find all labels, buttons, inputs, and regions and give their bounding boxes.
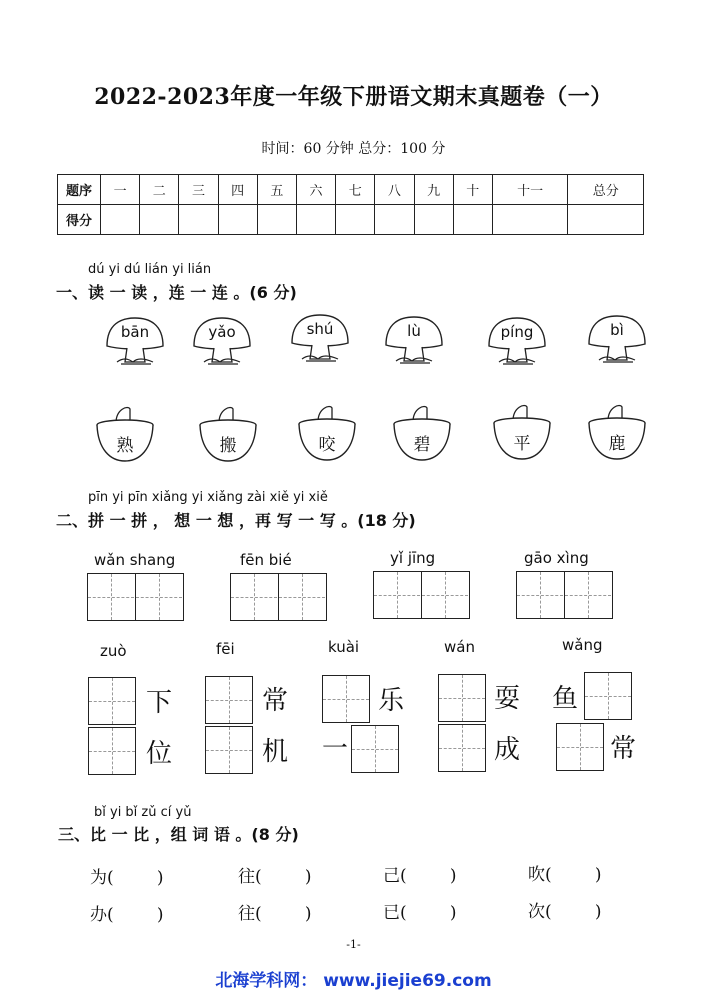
- given-char: 乐: [378, 686, 405, 716]
- section3-pinyin: bǐ yi bǐ zǔ cí yǔ: [94, 805, 192, 820]
- score-header-row: [58, 175, 644, 205]
- bowl-card[interactable]: [586, 403, 648, 465]
- word-pinyin: gāo xìng: [524, 549, 589, 567]
- given-char: 成: [494, 735, 521, 765]
- col-label: 二: [140, 175, 179, 205]
- writing-grid[interactable]: [87, 573, 184, 621]
- given-char: 机: [262, 737, 289, 767]
- given-char: 常: [610, 734, 637, 764]
- writing-box[interactable]: [322, 675, 370, 723]
- writing-box[interactable]: [351, 725, 399, 773]
- row-pinyin: kuài: [328, 638, 360, 656]
- bowl-card[interactable]: [296, 404, 358, 466]
- given-char: 鱼: [552, 684, 579, 714]
- mushroom-pinyin: píng: [500, 323, 534, 341]
- mushroom-pinyin: bì: [610, 321, 624, 339]
- given-char: 耍: [494, 684, 521, 714]
- word-pinyin: wǎn shang: [94, 551, 176, 569]
- mushroom-pinyin: bān: [120, 323, 150, 341]
- col-label: 九: [414, 175, 453, 205]
- writing-grid[interactable]: [373, 571, 470, 619]
- mushroom-card[interactable]: [585, 314, 649, 368]
- score-cell[interactable]: [414, 205, 453, 235]
- bowl-card[interactable]: [491, 403, 553, 465]
- mushroom-pinyin: shú: [306, 320, 334, 338]
- mushroom-pinyin: yǎo: [208, 323, 236, 341]
- col-label: 四: [218, 175, 257, 205]
- mushroom-pinyin: lù: [407, 322, 421, 340]
- bowl-char: 搬: [219, 436, 237, 456]
- bowl-char: 咬: [318, 435, 336, 455]
- col-label: 七: [336, 175, 375, 205]
- col-label: 十一: [492, 175, 568, 205]
- score-cell[interactable]: [218, 205, 257, 235]
- section3-heading: 三、比 一 比 ，组 词 语 。(8 分): [58, 825, 299, 844]
- section1-heading: 一、读 一 读 ，连 一 连 。(6 分): [56, 283, 297, 302]
- word-blank[interactable]: 往( ): [238, 904, 312, 924]
- page-title: 2022-2023年度一年级下册语文期末真题卷（一）: [94, 84, 613, 110]
- writing-grid[interactable]: [230, 573, 327, 621]
- col-label: 一: [101, 175, 140, 205]
- score-table: [57, 174, 644, 235]
- word-blank[interactable]: 己( ): [383, 866, 457, 886]
- col-label: 五: [257, 175, 296, 205]
- row-label: 题序: [58, 175, 101, 205]
- score-cell[interactable]: [179, 205, 218, 235]
- bowl-card[interactable]: [197, 405, 259, 467]
- word-blank[interactable]: 吹( ): [528, 865, 602, 885]
- section1-pinyin: dú yi dú lián yi lián: [88, 262, 212, 277]
- score-cell[interactable]: [336, 205, 375, 235]
- row-pinyin: wǎng: [562, 636, 603, 654]
- given-char: 一: [322, 734, 349, 764]
- col-label: 三: [179, 175, 218, 205]
- score-cell[interactable]: [257, 205, 296, 235]
- writing-box[interactable]: [584, 672, 632, 720]
- mushroom-card[interactable]: [190, 316, 254, 370]
- word-blank[interactable]: 次( ): [528, 902, 602, 922]
- writing-box[interactable]: [205, 726, 253, 774]
- col-label: 八: [375, 175, 414, 205]
- word-pinyin: fēn bié: [240, 551, 292, 569]
- bowl-char: 碧: [413, 435, 431, 455]
- given-char: 常: [262, 686, 289, 716]
- bowl-char: 熟: [116, 436, 134, 456]
- writing-box[interactable]: [438, 724, 486, 772]
- row-pinyin: wán: [444, 638, 475, 656]
- bowl-card[interactable]: [94, 405, 156, 467]
- word-blank[interactable]: 已( ): [383, 903, 457, 923]
- mushroom-card[interactable]: [382, 315, 446, 369]
- given-char: 位: [146, 739, 173, 769]
- score-cell[interactable]: [492, 205, 568, 235]
- score-cell[interactable]: [140, 205, 179, 235]
- score-cell[interactable]: [296, 205, 335, 235]
- mushroom-card[interactable]: [485, 316, 549, 370]
- score-cell[interactable]: [101, 205, 140, 235]
- given-char: 下: [146, 688, 173, 718]
- writing-box[interactable]: [556, 723, 604, 771]
- bowl-char: 鹿: [608, 434, 626, 454]
- row-pinyin: fēi: [216, 640, 235, 658]
- col-label: 六: [296, 175, 335, 205]
- score-value-row: [58, 205, 644, 235]
- bowl-char: 平: [513, 434, 531, 454]
- section2-pinyin: pīn yi pīn xiǎng yi xiǎng zài xiě yi xiě: [88, 490, 328, 505]
- exam-info: 时间：60 分钟 总分：100 分: [261, 141, 446, 157]
- page-number: -1-: [346, 938, 361, 951]
- col-label: 十: [453, 175, 492, 205]
- word-blank[interactable]: 为( ): [90, 868, 164, 888]
- writing-box[interactable]: [438, 674, 486, 722]
- word-blank[interactable]: 办( ): [90, 905, 164, 925]
- mushroom-card[interactable]: [103, 316, 167, 370]
- score-cell[interactable]: [568, 205, 644, 235]
- writing-box[interactable]: [205, 676, 253, 724]
- writing-box[interactable]: [88, 727, 136, 775]
- section2-heading: 二、拼 一 拼 ， 想 一 想 ，再 写 一 写 。(18 分): [56, 511, 416, 530]
- score-cell[interactable]: [375, 205, 414, 235]
- writing-grid[interactable]: [516, 571, 613, 619]
- row-label: 得分: [58, 205, 101, 235]
- mushroom-card[interactable]: [288, 313, 352, 367]
- bowl-card[interactable]: [391, 404, 453, 466]
- col-label: 总分: [568, 175, 644, 205]
- footer-watermark: 北海学科网： www.jiejie69.com: [215, 971, 492, 991]
- word-blank[interactable]: 往( ): [238, 867, 312, 887]
- score-cell[interactable]: [453, 205, 492, 235]
- writing-box[interactable]: [88, 677, 136, 725]
- row-pinyin: zuò: [100, 642, 127, 660]
- word-pinyin: yǐ jīng: [390, 549, 436, 567]
